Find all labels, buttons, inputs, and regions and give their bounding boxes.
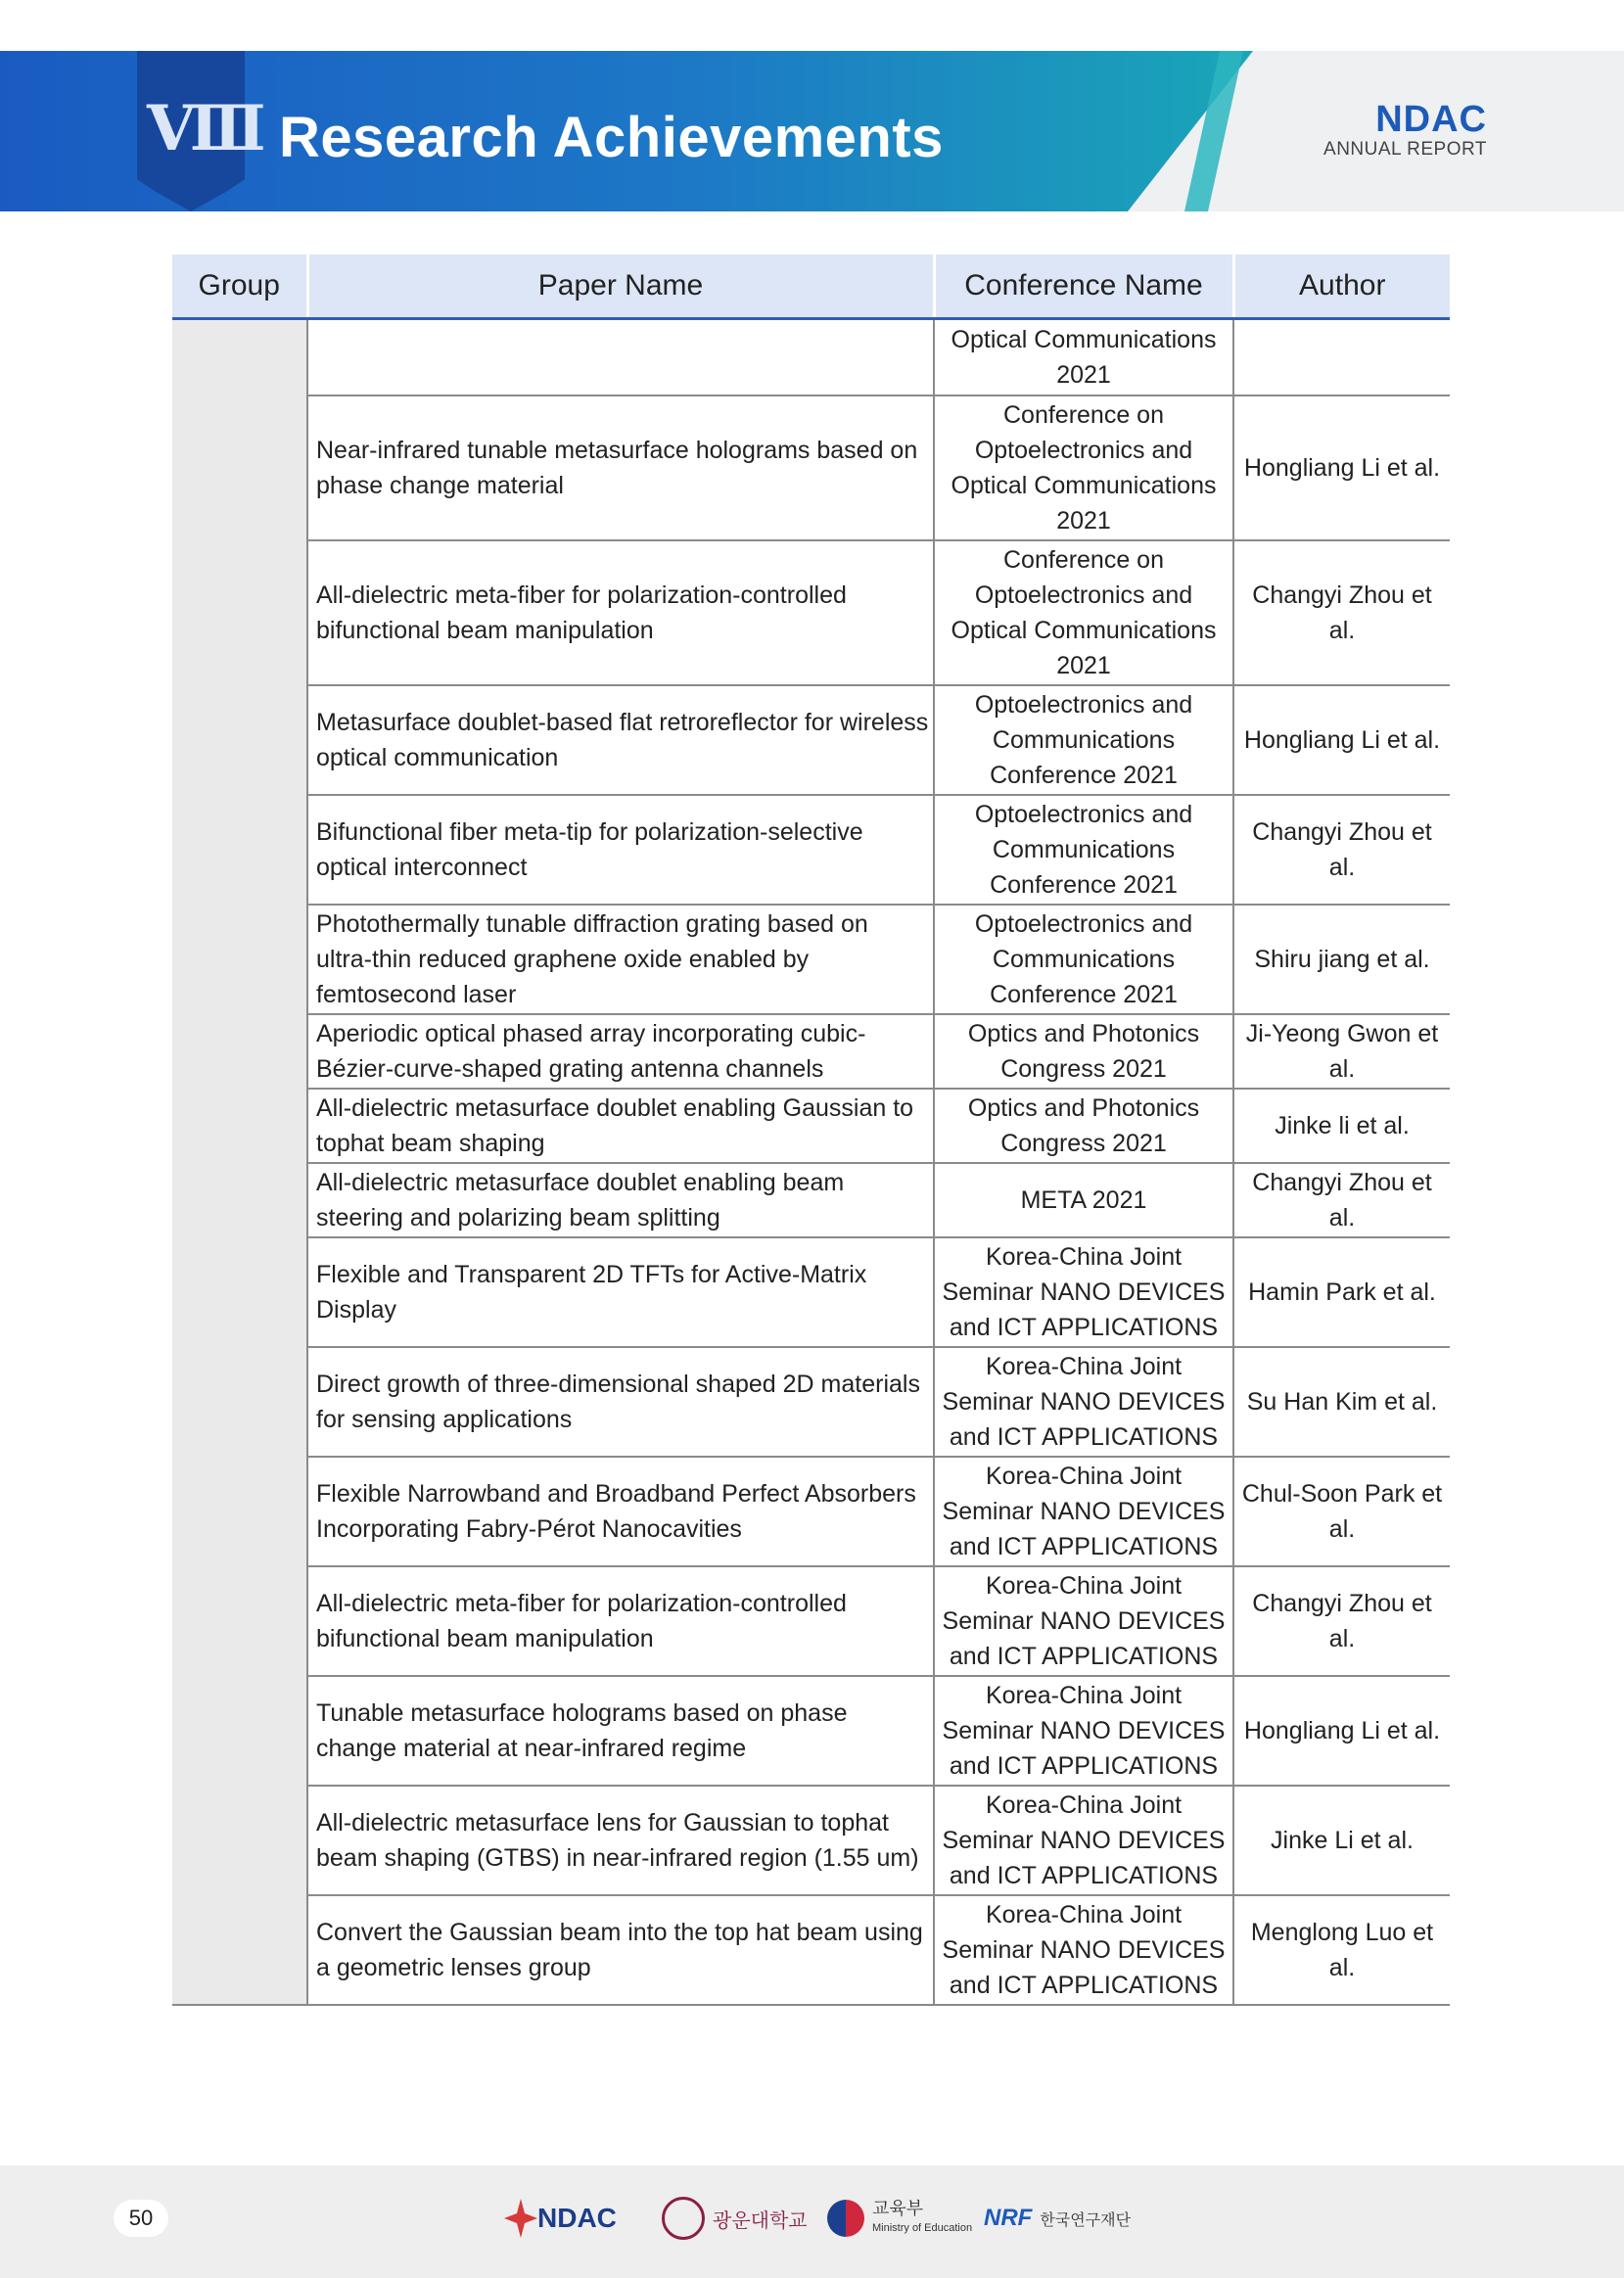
conference-name: Optical Communications 2021 [934,319,1233,395]
logo-subtitle: ANNUAL REPORT [1323,139,1487,160]
paper-name: Convert the Gaussian beam into the top hat beam using a geometric lenses group [307,1895,934,2005]
author-name: Menglong Luo et al. [1233,1895,1450,2005]
conference-name: Conference on Optoelectronics and Optical Communications 2021 [934,395,1233,540]
ndac-footer-text: NDAC [537,2203,617,2233]
table-row [172,319,1450,395]
column-header-author: Author [1233,255,1450,319]
column-header-conference: Conference Name [934,255,1233,319]
paper-name: All-dielectric meta-fiber for polarization-controlled bifunctional beam manipulation [307,1566,934,1676]
table-row [172,1347,1450,1457]
paper-name: Flexible Narrowband and Broadband Perfect Absorbers Incorporating Fabry-Pérot Nanocavities [307,1457,934,1566]
conference-name: Korea-China Joint Seminar NANO DEVICES and ICT APPLICATIONS [934,1237,1233,1347]
nrf-text: NRF [984,2205,1033,2231]
paper-name: Tunable metasurface holograms based on phase change material at near-infrared regime [307,1676,934,1786]
paper-name: Flexible and Transparent 2D TFTs for Active-Matrix Display [307,1237,934,1347]
kwangwoon-seal-icon [662,2197,705,2240]
table-header-row [172,255,1450,319]
footer [0,2165,1624,2278]
conference-name: Optics and Photonics Congress 2021 [934,1014,1233,1089]
column-header-group: Group [172,255,307,319]
group-cell [172,319,307,2005]
table-row [172,1786,1450,1895]
moe-name: 교육부 [872,2199,924,2218]
paper-name: Photothermally tunable diffraction grating based on ultra-thin reduced graphene oxide enabled by femtosecond laser [307,905,934,1014]
author-name: Ji-Yeong Gwon et al. [1233,1014,1450,1089]
logo-name: NDAC [1375,99,1487,140]
table-row [172,1895,1450,2005]
table-body [172,319,1450,2005]
page-title: Research Achievements [279,106,944,169]
conference-name: Conference on Optoelectronics and Optical Communications 2021 [934,540,1233,685]
column-header-paper: Paper Name [307,255,934,319]
author-name: Changyi Zhou et al. [1233,1163,1450,1237]
author-name: Changyi Zhou et al. [1233,1566,1450,1676]
table-row [172,1676,1450,1786]
author-name: Su Han Kim et al. [1233,1347,1450,1457]
chapter-number: Ⅷ [147,92,258,165]
header-banner [0,51,1624,211]
author-name: Changyi Zhou et al. [1233,795,1450,905]
table-row [172,1457,1450,1566]
nrf-subtext: 한국연구재단 [1040,2211,1132,2229]
conference-name: Korea-China Joint Seminar NANO DEVICES and ICT APPLICATIONS [934,1566,1233,1676]
table-row [172,1566,1450,1676]
moe-subname: Ministry of Education [872,2222,973,2234]
conference-name: Korea-China Joint Seminar NANO DEVICES and ICT APPLICATIONS [934,1786,1233,1895]
author-name: Chul-Soon Park et al. [1233,1457,1450,1566]
moe-text [872,2199,972,2238]
table-row [172,395,1450,540]
conference-name: Optoelectronics and Communications Conference 2021 [934,905,1233,1014]
ndac-footer-logo [504,2189,617,2248]
author-name: Hongliang Li et al. [1233,395,1450,540]
table-row [172,1089,1450,1163]
author-name: Shiru jiang et al. [1233,905,1450,1014]
paper-name: Near-infrared tunable metasurface holograms based on phase change material [307,395,934,540]
author-name: Hongliang Li et al. [1233,685,1450,795]
page-number: 50 [114,2200,168,2237]
paper-name: All-dielectric metasurface lens for Gaussian to tophat beam shaping (GTBS) in near-infrared region (1.55 um) [307,1786,934,1895]
paper-name: All-dielectric metasurface doublet enabling Gaussian to tophat beam shaping [307,1089,934,1163]
paper-name: Bifunctional fiber meta-tip for polarization-selective optical interconnect [307,795,934,905]
author-name: Hamin Park et al. [1233,1237,1450,1347]
author-name [1233,319,1450,395]
author-name: Changyi Zhou et al. [1233,540,1450,685]
conference-name: Korea-China Joint Seminar NANO DEVICES and ICT APPLICATIONS [934,1457,1233,1566]
conference-name: Optoelectronics and Communications Conference 2021 [934,795,1233,905]
kwangwoon-logo [662,2189,808,2248]
moe-logo [827,2189,972,2248]
paper-name: All-dielectric metasurface doublet enabling beam steering and polarizing beam splitting [307,1163,934,1237]
author-name: Jinke li et al. [1233,1089,1450,1163]
table-row [172,1014,1450,1089]
table-row [172,905,1450,1014]
table-row [172,795,1450,905]
author-name: Jinke Li et al. [1233,1786,1450,1895]
paper-name: Metasurface doublet-based flat retroreflector for wireless optical communication [307,685,934,795]
achievements-table [172,255,1450,2006]
table-row [172,1163,1450,1237]
conference-name: Optoelectronics and Communications Conference 2021 [934,685,1233,795]
ndac-star-icon [504,2199,537,2238]
taegeuk-icon [827,2200,864,2237]
paper-name: Direct growth of three-dimensional shaped 2D materials for sensing applications [307,1347,934,1457]
conference-name: Korea-China Joint Seminar NANO DEVICES and ICT APPLICATIONS [934,1895,1233,2005]
paper-name: All-dielectric meta-fiber for polarization-controlled bifunctional beam manipulation [307,540,934,685]
kwangwoon-text: 광운대학교 [713,2209,808,2232]
author-name: Hongliang Li et al. [1233,1676,1450,1786]
table-row [172,1237,1450,1347]
conference-name: META 2021 [934,1163,1233,1237]
paper-name: Aperiodic optical phased array incorporating cubic-Bézier-curve-shaped grating antenna channels [307,1014,934,1089]
paper-name [307,319,934,395]
table-row [172,685,1450,795]
conference-name: Korea-China Joint Seminar NANO DEVICES and ICT APPLICATIONS [934,1347,1233,1457]
conference-name: Korea-China Joint Seminar NANO DEVICES and ICT APPLICATIONS [934,1676,1233,1786]
ndac-logo [1323,100,1487,161]
nrf-logo [984,2189,1131,2248]
conference-name: Optics and Photonics Congress 2021 [934,1089,1233,1163]
table-row [172,540,1450,685]
